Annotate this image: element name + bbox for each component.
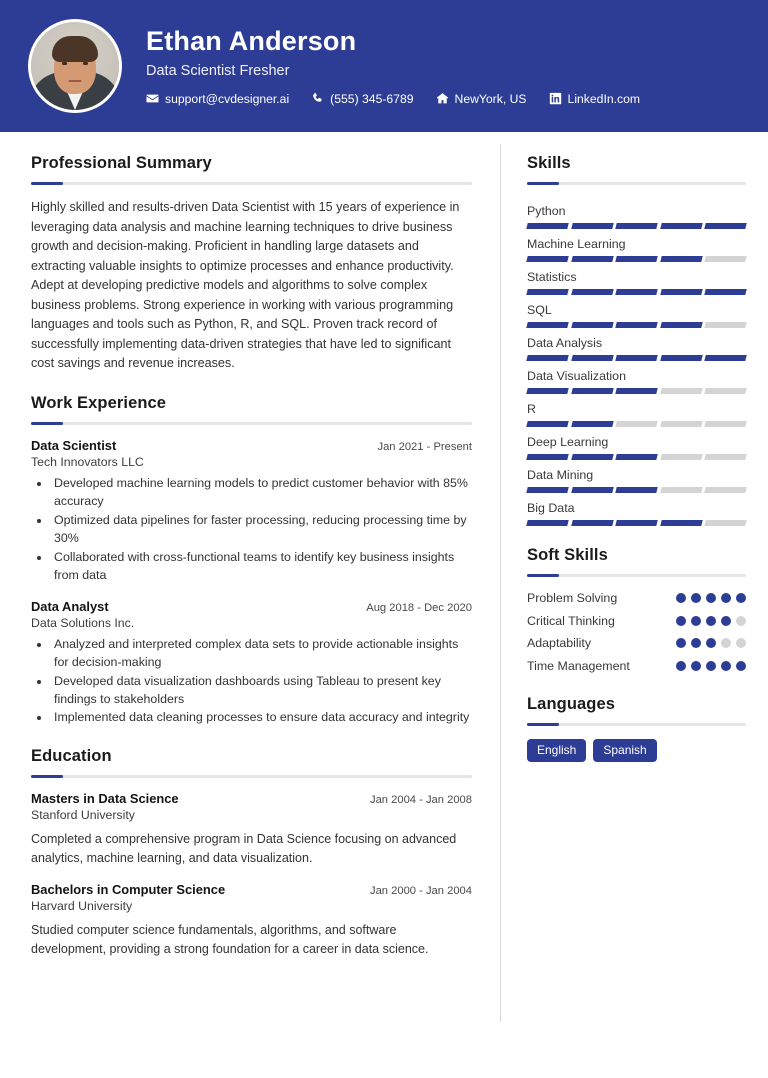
soft-skill-dot [691,593,701,603]
experience-date: Aug 2018 - Dec 2020 [366,601,472,614]
education-school: Stanford University [31,808,135,823]
skill-level-segment [705,487,747,493]
education-degree: Bachelors in Computer Science [31,881,226,897]
skill-item [527,297,746,328]
experience-company: Tech Innovators LLC [31,454,144,469]
skill-name: Statistics [527,270,577,284]
skill-level-segment [571,388,613,394]
soft-skill-dot [691,638,701,648]
skill-level-segment [571,289,613,295]
skill-level-segment [660,355,702,361]
skill-level-segment [526,421,568,427]
contact-email-text: support@cvdesigner.ai [165,91,290,106]
soft-skill-dot [676,661,686,671]
section-title-languages: Languages [527,694,616,713]
contact-linkedin-text: LinkedIn.com [567,91,641,106]
skill-name: SQL [527,303,552,317]
section-languages [527,695,746,762]
experience-bullet: • Optimized data pipelines for faster processing, reducing processing time by 30% [51,512,472,548]
experience-entry-header [31,599,472,614]
email-icon [146,92,159,105]
section-rule [31,775,472,778]
education-entry-header [31,791,472,806]
education-description: Completed a comprehensive program in Data Science focusing on advanced analytics, machine learning, and data visualization. [31,832,457,866]
soft-skill-name: Problem Solving [527,591,618,605]
section-rule [527,574,746,577]
experience-bullets [31,475,472,585]
education-entry [31,882,472,959]
skill-level-bar [527,454,746,460]
soft-skill-rating [676,658,746,671]
skill-level-segment [571,520,613,526]
experience-entry [31,599,472,728]
skill-level-segment [615,520,657,526]
contact-list [146,92,740,106]
sidebar-column [501,132,768,1022]
soft-skill-rating [676,613,746,626]
experience-list [31,438,472,728]
skill-name: Data Visualization [527,369,626,383]
skill-level-segment [705,355,747,361]
experience-company: Data Solutions Inc. [31,615,135,630]
skill-level-segment [705,454,747,460]
header-text [146,26,740,105]
soft-skill-dot [676,616,686,626]
skill-item [527,198,746,229]
education-list [31,791,472,958]
experience-bullets [31,636,472,728]
soft-skill-item [527,658,746,675]
skill-level-segment [526,454,568,460]
soft-skill-name: Time Management [527,659,630,674]
home-icon [436,92,449,105]
education-entry-header [31,882,472,897]
candidate-name: Ethan Anderson [146,26,357,57]
languages-list [527,739,746,762]
soft-skill-name: Critical Thinking [527,613,615,628]
skill-level-bar [527,322,746,328]
section-rule [527,182,746,185]
skill-level-segment [571,487,613,493]
section-title-education: Education [31,747,112,766]
skill-level-segment [571,223,613,229]
summary-text: Highly skilled and results-driven Data Scientist with 15 years of experience in leveraging data analysis and machine learning techniques to drive business growth and decision-making. Proficient in handling large datasets and extracting valuable insights to optimize processes and enhance productivity. Adept at developing predictive models and algorithms to solve complex business problems. Strong experience in working with various programming languages and tools such as Python, R, and SQL. Proven track record of successfully implementing data-driven strategies that have led to significant cost savings and revenue increases. [31,200,460,371]
soft-skill-dot [676,638,686,648]
soft-skill-dot [736,638,746,648]
skill-level-segment [705,520,747,526]
contact-email[interactable] [146,92,289,106]
skill-level-bar [527,289,746,295]
main-column [0,132,500,1022]
experience-bullet: • Developed machine learning models to predict customer behavior with 85% accuracy [51,475,472,511]
soft-skill-dot [721,661,731,671]
skill-level-segment [615,256,657,262]
skill-level-segment [615,355,657,361]
candidate-role: Data Scientist Fresher [146,62,290,79]
soft-skill-name: Adaptability [527,636,592,651]
section-work-experience [31,394,472,728]
section-skills [527,154,746,526]
soft-skill-item [527,635,746,652]
resume-header [0,0,768,132]
education-date: Jan 2000 - Jan 2004 [369,884,472,897]
skill-name: R [527,402,536,416]
section-title-soft-skills: Soft Skills [527,546,608,564]
education-date: Jan 2004 - Jan 2008 [369,794,472,807]
skill-level-bar [527,487,746,493]
skill-level-segment [705,322,747,328]
soft-skill-dot [721,593,731,603]
education-description: Studied computer science fundamentals, algorithms, and software development, providing a strong foundation for a career in data science. [31,922,429,956]
avatar-image [31,22,119,110]
contact-location-text: NewYork, US [454,91,527,106]
section-soft-skills [527,546,746,675]
section-rule [527,723,746,726]
skill-level-segment [705,223,747,229]
experience-role: Data Analyst [31,598,109,614]
soft-skills-list [527,590,746,675]
soft-skill-rating [676,635,746,648]
skill-item [527,363,746,394]
skill-level-segment [615,421,657,427]
skill-level-bar [527,256,746,262]
skill-name: Data Analysis [527,336,603,350]
skill-name: Deep Learning [527,435,609,449]
skill-level-segment [705,421,747,427]
skills-list [527,198,746,526]
phone-icon [311,92,324,105]
skill-level-segment [660,322,702,328]
skill-item [527,264,746,295]
skill-level-segment [615,322,657,328]
skill-level-segment [526,256,568,262]
skill-level-segment [571,355,613,361]
section-rule [31,182,472,185]
skill-level-bar [527,388,746,394]
skill-level-segment [615,487,657,493]
soft-skill-dot [691,616,701,626]
soft-skill-dot [736,616,746,626]
skill-level-segment [660,454,702,460]
skill-level-segment [660,388,702,394]
experience-role: Data Scientist [31,437,117,453]
skill-name: Python [527,204,566,218]
skill-level-segment [571,454,613,460]
section-professional-summary [31,154,472,374]
soft-skill-dot [706,593,716,603]
experience-entry-header [31,438,472,453]
experience-bullet: • Implemented data cleaning processes to ensure data accuracy and integrity [51,709,472,727]
skill-level-segment [526,289,568,295]
skill-level-segment [660,289,702,295]
section-title-experience: Work Experience [31,393,167,412]
contact-phone-text: (555) 345-6789 [330,91,414,106]
skill-item [527,462,746,493]
soft-skill-dot [676,593,686,603]
soft-skill-rating [676,590,746,603]
skill-level-segment [615,454,657,460]
section-title-skills: Skills [527,154,571,172]
skill-level-segment [705,388,747,394]
linkedin-icon [549,92,562,105]
language-tag[interactable]: Spanish [593,739,656,762]
skill-level-segment [615,223,657,229]
section-rule [31,422,472,425]
skill-level-bar [527,223,746,229]
soft-skill-dot [706,661,716,671]
language-tag[interactable]: English [527,739,586,762]
skill-item [527,495,746,526]
experience-date: Jan 2021 - Present [377,440,472,453]
skill-level-segment [660,487,702,493]
soft-skill-dot [721,638,731,648]
skill-level-bar [527,520,746,526]
soft-skill-dot [691,661,701,671]
soft-skill-dot [736,661,746,671]
skill-item [527,429,746,460]
experience-bullet: • Collaborated with cross-functional teams to identify key business insights from data [51,549,472,585]
soft-skill-dot [736,593,746,603]
skill-level-segment [571,421,613,427]
skill-level-segment [526,388,568,394]
soft-skill-dot [706,616,716,626]
skill-level-segment [660,256,702,262]
skill-level-segment [615,289,657,295]
soft-skill-item [527,590,746,607]
skill-level-segment [615,388,657,394]
section-title-summary: Professional Summary [31,154,212,172]
skill-level-segment [526,322,568,328]
skill-name: Data Mining [527,468,594,482]
skill-level-segment [705,289,747,295]
contact-linkedin[interactable] [549,92,641,106]
skill-name: Machine Learning [527,237,626,251]
experience-bullet: • Developed data visualization dashboards using Tableau to present key findings to stakeholders [51,673,472,709]
resume-body [0,132,768,1022]
experience-entry [31,438,472,585]
education-school: Harvard University [31,898,133,913]
soft-skill-item [527,613,746,630]
contact-location[interactable] [436,92,527,106]
contact-phone[interactable] [311,92,413,106]
avatar [28,19,122,113]
soft-skill-dot [721,616,731,626]
skill-level-segment [526,487,568,493]
skill-level-bar [527,355,746,361]
skill-level-segment [660,223,702,229]
section-education [31,747,472,958]
education-degree: Masters in Data Science [31,791,179,807]
skill-name: Big Data [527,501,575,515]
skill-item [527,396,746,427]
skill-level-segment [526,355,568,361]
skill-level-segment [705,256,747,262]
skill-item [527,330,746,361]
skill-level-segment [660,520,702,526]
skill-level-segment [571,322,613,328]
skill-level-segment [571,256,613,262]
soft-skill-dot [706,638,716,648]
skill-item [527,231,746,262]
experience-bullet: • Analyzed and interpreted complex data sets to provide actionable insights for decision-making [51,636,472,672]
skill-level-segment [526,520,568,526]
education-entry [31,791,472,868]
skill-level-segment [660,421,702,427]
skill-level-bar [527,421,746,427]
skill-level-segment [526,223,568,229]
